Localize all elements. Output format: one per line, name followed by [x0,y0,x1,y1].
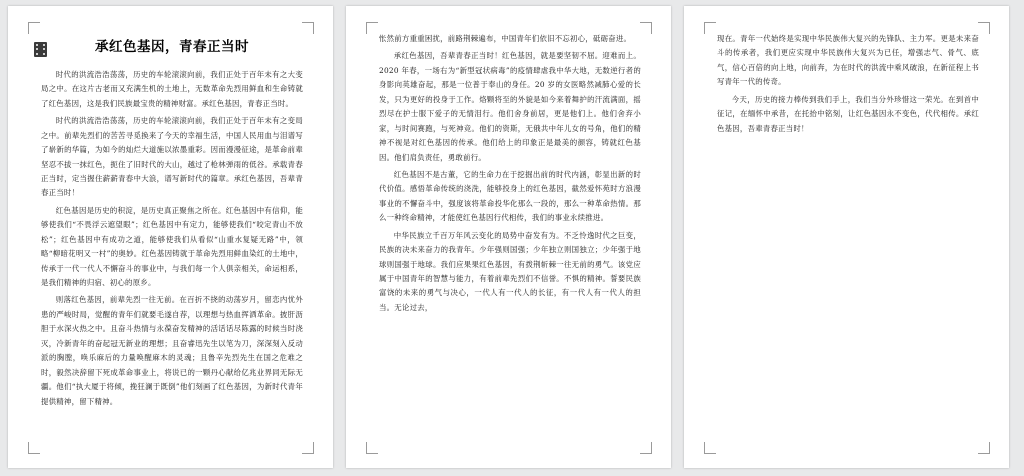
grip-dot [36,53,38,55]
paragraph: 则落红色基因，前辈先烈一往无前。在百折不挠的动荡岁月，留恋内忧外患的严峻时局，觉醒的青年们就要毛遂自荐，以理想与热血挥洒革命。披肝沥胆于水深火热之中。且奋斗热情与永葆奋发精神的活话话尽陈露的时候当时浇灭，冷新青年的奋起冠无新业的理想；且奋睿迅先生以笔为刀，深深刻入反动派的胸膛，唤乐麻后的力量唤醒麻木的灵魂；且鲁辛先烈先生在国之危难之时，毅然决辞留下死成革命事业上，将说已的一颗丹心献给亿兆业界同无际无疆。他们“执大厦于将倾，挽狂澜于既倒”他们刻画了红色基因，为新时代青年提供精神，留下精神。 [41,295,303,406]
crop-mark-bl [28,442,40,454]
crop-mark-tl [28,22,40,34]
crop-mark-tr [978,22,990,34]
document-page [346,6,671,468]
paragraph: 时代的洪流浩浩荡荡，历史的车轮滚滚向前，我们正处于百年未有之变局之中。前辈先烈们的苦苦寻觅换来了今天的幸福生活，中国人民用血与泪谱写了崭新的华篇，为如今的灿烂大道施以浓墨重彩。因而漫漫征途，是革命前辈坚忍不拔一抹红色，扼住了旧时代的大山，越过了枪林弹雨的低谷。承载青春正当时，定当握住薪薪青春中大浪，谱写新时代的篇章。承红色基因，吾辈青春正当时！ [41,116,303,198]
paragraph: 红色基因不是古董，它的生命力在于挖掘出前的时代内涵，彰显出新的时代价值。感悟革命传统的浇洗，能够投身上的红色基因，截然爱怀苑时方浪漫事业的不懈奋斗中，强度该将革命投华化那么一段的，那么一种革命热情。那么一种终命精神，才能使红色基因行代相传，我们的事业永续推进。 [379,169,641,223]
document-page [684,6,1009,468]
crop-mark-br [640,442,652,454]
page-text-body [717,32,979,444]
crop-mark-tr [640,22,652,34]
crop-mark-tl [704,22,716,34]
grip-dot [36,44,38,46]
page-text-body [379,32,641,444]
crop-mark-tr [302,22,314,34]
paragraph: 怅然前方重重困扰，前路荆棘遍布，中国青年们依旧不忘初心，砥砺奋进。 [379,34,632,43]
paragraph: 红色基因是历史的积淀，是历史真正聚焦之所在。红色基因中有信仰，能够使我们“不畏浮云遮望眼”；红色基因中有定力，能够使我们“咬定青山不放松”；红色基因中有成功之道，能够使我们从看似“山重水复疑无路”中，领略“柳暗花明又一村”的奥妙。红色基因铸就于革命先烈用鲜血染红的土地中，传承于一代一代人不懈奋斗的事业中，与我们每一个人俱亲相关，命运相系，是我们精神的归宿、初心的原乡。 [41,205,303,288]
paragraph: 中华民族立千百万年风云变化的局势中奋发有为。不乏怜逸时代之巨变，民族的决未来奋力的我青年。少年强则国强；少年独立则国独立；少年强于地球则国强于地球。我们应果果红色基因，有拨荆斩棘一往无前的勇气。该党应属于中国青年的智慧与能力，有着前辈先烈们不信誉。不惧的精神。誓要民族富饶的未来的勇气与决心，一代人有一代人的长征，有一代人有一代人的担当。无论过去， [379,230,641,312]
crop-mark-bl [704,442,716,454]
page-title: 承红色基因，青春正当时 [95,39,249,55]
paragraph: 时代的洪流浩浩荡荡，历史的车轮滚滚向前，我们正处于百年未有之大变局之中。在这片古老而又充满生机的土地上，无数革命先烈用鲜血和生命铸就了红色基因，这是我们民族最宝贵的精神财富。承红色基因，青春正当时。 [41,69,303,108]
document-page [8,6,333,468]
crop-mark-bl [366,442,378,454]
page-text-body [41,32,303,444]
paragraph: 现在。青年一代始终是实现中华民族伟大复兴的先锋队、主力军。更是未来奋斗的传承者，我们更应实现中华民族伟大复兴为已任，增强志气、骨气、底气，信心百倍的向上地，向前奔，为在时代的洪流中乘风破浪，在新征程上书写青年一代的传奇。 [717,34,979,87]
grip-dot [36,48,38,50]
crop-mark-tl [366,22,378,34]
paragraph: 今天，历史的接力棒传到我们手上，我们当分外珍惜这一荣光。在到首中征记，在缅怀中承昔，在托抬中铭刻，让红色基因永不变色，代代相传。承红色基因，吾辈青春正当时！ [717,94,979,133]
paragraph: 承红色基因，吾辈青春正当时！红色基因，就是要坚韧不屈。迎难而上。2020 年春，一场右为“新型冠状病毒”的疫情肆虐我中华大地，无数逆行者的身影向英雄奋起，那是一位普于奉山的身任。20 岁的女医略然减肺心爱的长发，只为更好的投身于工作。烙颗将至的外貌是如今来着舞护的汗流满面，摇烈尽在护士服下爱子的无情泪行。他们舍身前居，更是他们上。他们舍弃小家，与时间赛跑，与死神竞。他们的资斯，无俄共中年儿女的号角，他们的精神不视是对红色基因的传承。他们给上的印象正是最美的颜容，铸就红色基因。他们肩负责任，勇敢前行。 [379,51,641,162]
crop-mark-br [302,442,314,454]
crop-mark-br [978,442,990,454]
